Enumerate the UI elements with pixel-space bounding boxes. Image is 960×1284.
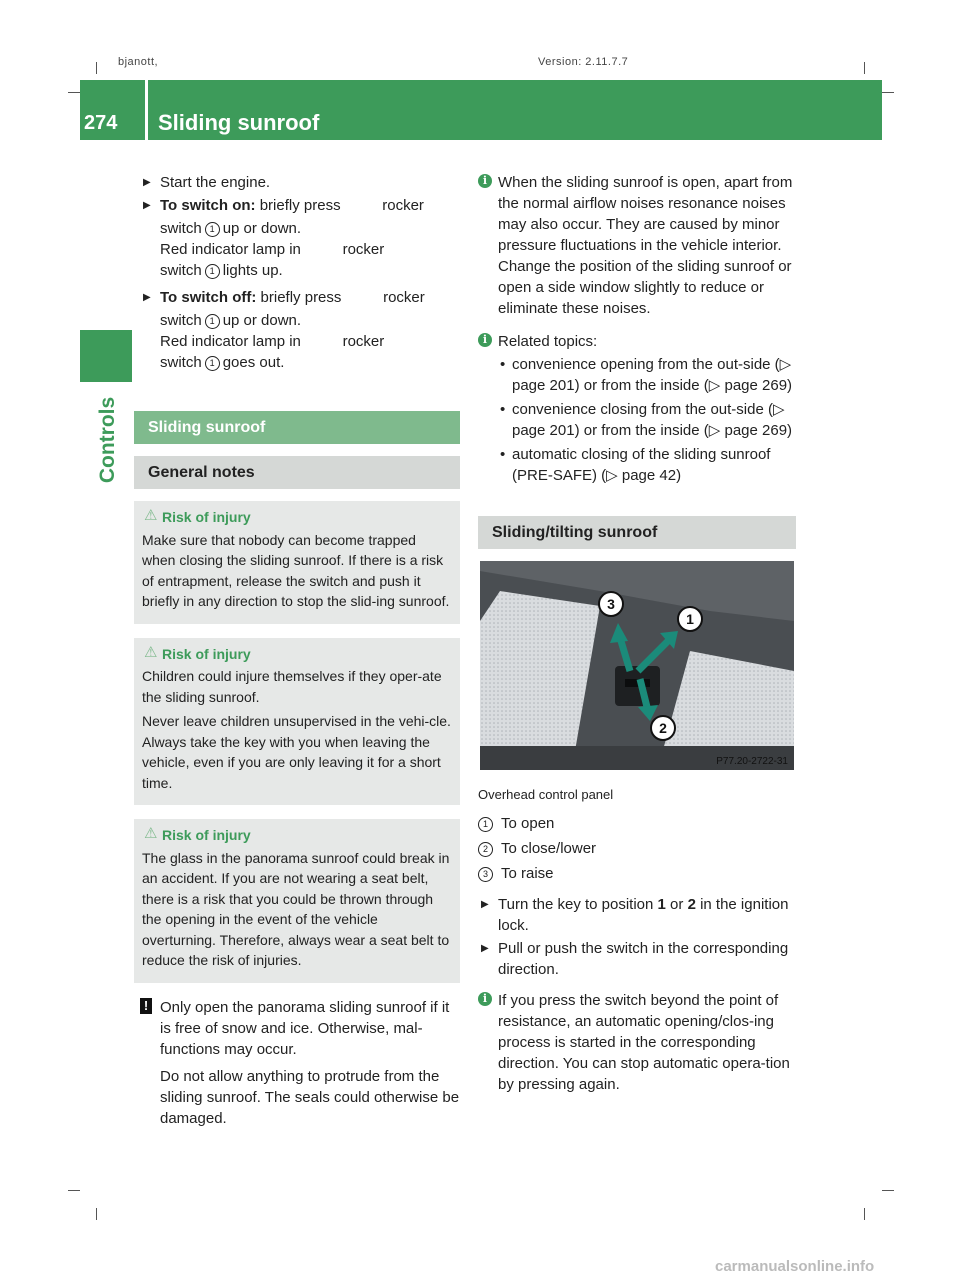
note-text: Only open the panorama sliding sunroof if it is free of snow and ice. Otherwise, mal-functions may occur. bbox=[160, 998, 450, 1058]
side-tab-label: Controls bbox=[96, 396, 119, 484]
callout-1-icon: 1 bbox=[205, 222, 220, 237]
instruction-step: ▶ Pull or push the switch in the corresponding direction. bbox=[478, 938, 796, 980]
figure-caption: Overhead control panel bbox=[478, 787, 614, 802]
crop-mark bbox=[882, 1190, 894, 1191]
warning-text: Children could injure themselves if they oper-ate the sliding sunroof. bbox=[142, 668, 442, 705]
callout-1-icon: 1 bbox=[205, 264, 220, 279]
callout-1: 1 bbox=[686, 611, 694, 627]
legend-item: 2 To close/lower bbox=[478, 838, 796, 859]
warning-heading: ⚠ Risk of injury bbox=[142, 644, 452, 665]
instruction-step: ▶ Turn the key to position 1 or 2 in the ignition lock. bbox=[478, 894, 796, 936]
info-icon: i bbox=[478, 174, 492, 188]
instruction-continuation: switch 1 lights up. bbox=[160, 262, 283, 279]
callout-1-icon: 1 bbox=[205, 356, 220, 371]
header-divider bbox=[145, 80, 148, 140]
list-item: • convenience closing from the out-side (▷ page 201) or from the inside (▷ page 269) bbox=[498, 399, 796, 441]
left-column bbox=[140, 172, 460, 1135]
instruction-continuation: switch 1 up or down. bbox=[160, 220, 302, 237]
instruction-step: ▶ Start the engine. bbox=[140, 172, 460, 193]
note-text: Do not allow anything to protrude from the sliding sunroof. The seals could otherwise be damaged. bbox=[160, 1067, 460, 1127]
overhead-panel-illustration bbox=[480, 561, 794, 770]
instruction-continuation: switch 1 goes out. bbox=[160, 354, 285, 371]
info-note: i Related topics: • convenience opening from the out-side (▷ page 201) or from the inside (▷ page 269) • convenience closing from the out-side (▷ page 201) or from the inside (▷ page 269) • automatic closing of the sliding sunroof (PRE-SAFE) (▷ page 42) bbox=[478, 331, 796, 486]
exclamation-icon: ! bbox=[140, 998, 152, 1014]
callout-3: 3 bbox=[607, 596, 615, 612]
caution-note bbox=[140, 997, 460, 1129]
right-column bbox=[478, 172, 796, 1107]
callout-2: 2 bbox=[659, 720, 667, 736]
warning-heading: ⚠ Risk of injury bbox=[142, 507, 452, 528]
figure-code: P77.20-2722-31 bbox=[716, 756, 788, 767]
overhead-panel-photo bbox=[480, 561, 794, 770]
crop-mark bbox=[96, 62, 97, 74]
crop-mark bbox=[68, 92, 80, 93]
instruction-continuation: Red indicator lamp in rocker bbox=[160, 333, 385, 350]
crop-mark bbox=[882, 92, 894, 93]
warning-text: Make sure that nobody can become trapped when closing the sliding sunroof. If there is a risk of entrapment, release the switch and push it briefly in any direction to stop the slid-ing sunroof. bbox=[142, 531, 450, 609]
print-author: bjanott, bbox=[118, 56, 159, 68]
page-title: Sliding sunroof bbox=[158, 110, 320, 135]
warning-text: The glass in the panorama sunroof could break in an accident. If you are not wearing a seat belt, there is a risk that you could be thrown through the opening in the event of the vehicle overturning. Therefore, always wear a seat belt to reduce the risk of injuries. bbox=[142, 849, 450, 968]
print-version: Version: 2.11.7.7 bbox=[538, 56, 629, 68]
callout-3-icon: 3 bbox=[478, 867, 493, 882]
info-note: i When the sliding sunroof is open, apart from the normal airflow noises resonance noises may also occur. They are caused by minor pressure fluctuations in the vehicle interior. Change the position of the sliding sunroof or open a side window slightly to reduce or eliminate these noises. bbox=[478, 172, 796, 319]
instruction-step: ▶ To switch on: briefly press rocker bbox=[140, 195, 460, 216]
warning-box bbox=[134, 501, 460, 624]
instruction-continuation: Red indicator lamp in rocker bbox=[160, 241, 385, 258]
crop-mark bbox=[68, 1190, 80, 1191]
instruction-continuation: switch 1 up or down. bbox=[160, 312, 302, 329]
related-topics-list bbox=[498, 354, 796, 486]
page-number: 274 bbox=[84, 112, 118, 134]
warning-box bbox=[134, 819, 460, 983]
watermark: carmanualsonline.info bbox=[715, 1258, 875, 1275]
crop-mark bbox=[864, 62, 865, 74]
list-item: • convenience opening from the out-side (▷ page 201) or from the inside (▷ page 269) bbox=[498, 354, 796, 396]
callout-2-icon: 2 bbox=[478, 842, 493, 857]
list-item: • automatic closing of the sliding sunroof (PRE-SAFE) (▷ page 42) bbox=[498, 444, 796, 486]
section-heading: Sliding sunroof bbox=[134, 411, 460, 444]
subsection-heading: General notes bbox=[134, 456, 460, 489]
legend-item: 3 To raise bbox=[478, 863, 796, 884]
info-note: i If you press the switch beyond the point of resistance, an automatic opening/clos-ing process is started in the corresponding direction. You can stop automatic opera-tion by pressing again. bbox=[478, 990, 796, 1095]
callout-1-icon: 1 bbox=[478, 817, 493, 832]
side-tab bbox=[80, 330, 132, 382]
legend-item: 1 To open bbox=[478, 813, 796, 834]
callout-1-icon: 1 bbox=[205, 314, 220, 329]
warning-box bbox=[134, 638, 460, 806]
info-icon: i bbox=[478, 333, 492, 347]
crop-mark bbox=[96, 1208, 97, 1220]
crop-mark bbox=[864, 1208, 865, 1220]
info-icon: i bbox=[478, 992, 492, 1006]
warning-heading: ⚠ Risk of injury bbox=[142, 825, 452, 846]
warning-text: Never leave children unsupervised in the vehi-cle. Always take the key with you when leaving the vehicle, even if you are only leaving it for a short time. bbox=[142, 713, 451, 791]
instruction-step: ▶ To switch off: briefly press rocker bbox=[140, 287, 460, 308]
section-heading: Sliding/tilting sunroof bbox=[478, 516, 796, 549]
